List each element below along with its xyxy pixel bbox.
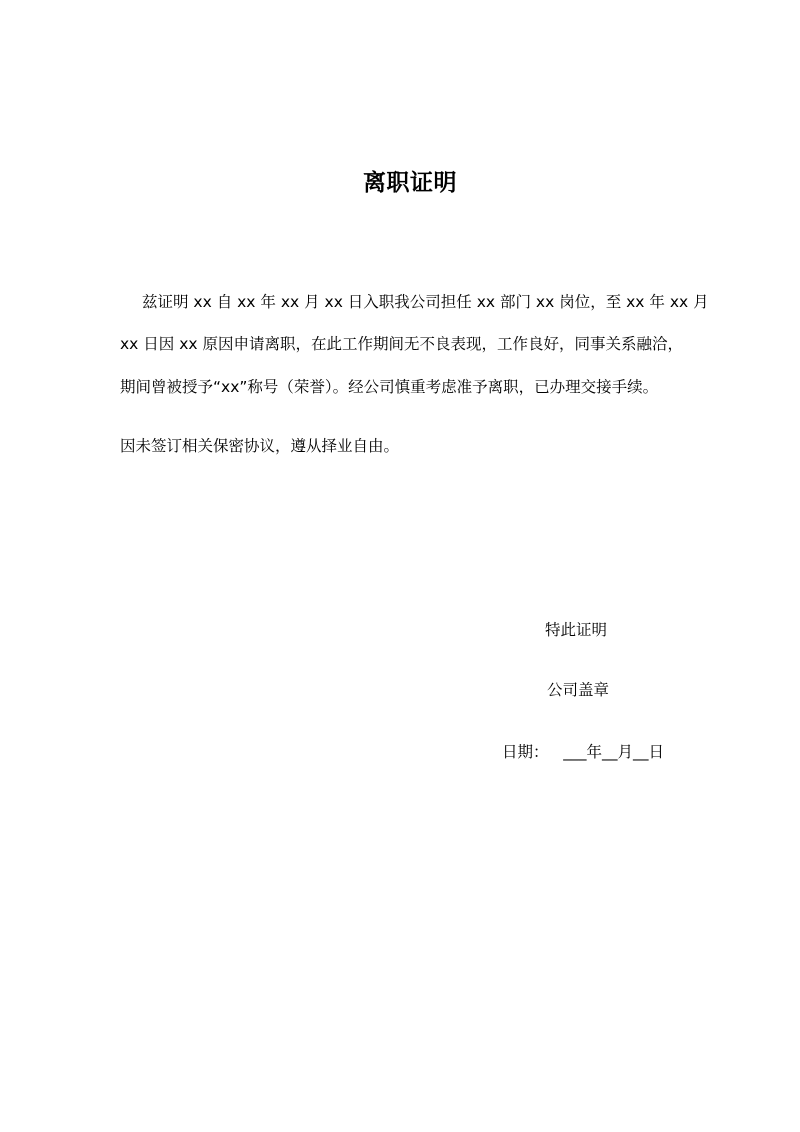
company-stamp-text: 公司盖章 xyxy=(547,681,610,699)
certify-text: 特此证明 xyxy=(545,621,608,639)
date-line: 日期： ___年__月__日 xyxy=(502,743,665,761)
confidentiality-statement: 因未签订相关保密协议，遵从择业自由。 xyxy=(120,437,400,455)
document-title: 离职证明 xyxy=(363,170,457,196)
paragraph-line-3: 期间曾被授予“xx”称号（荣誉）。经公司慎重考虑准予离职，已办理交接手续。 xyxy=(120,378,659,396)
paragraph-line-2: xx 日因 xx 原因申请离职，在此工作期间无不良表现，工作良好，同事关系融洽， xyxy=(120,335,683,353)
paragraph-line-1: 兹证明 xx 自 xx 年 xx 月 xx 日入职我公司担任 xx 部门 xx 岗位，至 xx 年 xx 月 xyxy=(142,293,709,311)
